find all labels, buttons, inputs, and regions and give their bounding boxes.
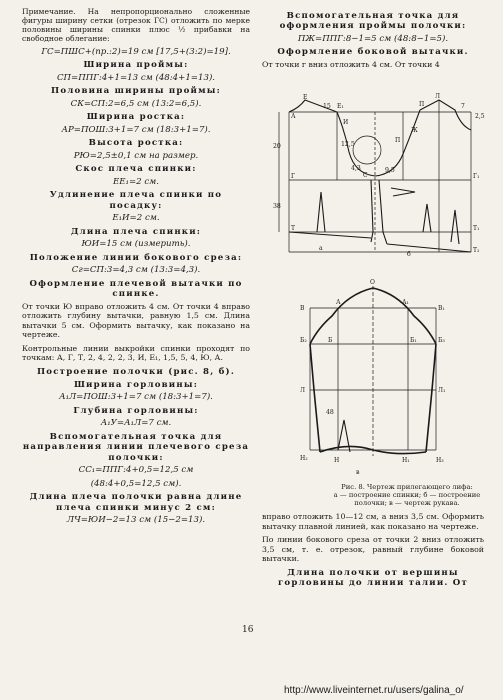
svg-text:Н₁: Н₁ — [402, 457, 410, 464]
svg-text:П: П — [419, 101, 425, 108]
svg-text:Т₁: Т₁ — [473, 225, 480, 232]
svg-text:38: 38 — [273, 203, 281, 210]
svg-text:20: 20 — [273, 143, 281, 150]
paragraph: Контрольные линии выкройки спинки проходят по точкам: А, Г, Т, 2, 4, 2, 2, 3, И, Е₁, 1,5, 5, 4, Ю, А. — [22, 343, 250, 362]
heading: Вспомогательная точка для направления линии плечевого среза полочки: — [22, 431, 250, 463]
heading: Ширина проймы: — [83, 60, 189, 71]
right-column-top — [262, 8, 484, 73]
caption-title: Рис. 8. Чертеж прилегающего лифа: — [341, 483, 473, 491]
heading: Длина плеча спинки: — [70, 226, 202, 237]
svg-text:Л₁: Л₁ — [438, 387, 446, 394]
left-column — [22, 8, 250, 529]
heading: Длина полочки от вершины горловины до линии талии. От — [277, 567, 469, 588]
formula: (48:4+0,5=12,5 см). — [90, 478, 182, 489]
formula: СК=СП:2=6,5 см (13:2=6,5). — [70, 98, 202, 109]
caption-text: а — построение спинки; б — построение полочки; в — чертеж рукава. — [333, 491, 481, 508]
svg-text:Н: Н — [334, 457, 340, 464]
svg-text:15: 15 — [323, 103, 331, 110]
svg-text:П: П — [395, 137, 401, 144]
heading: Оформление боковой вытачки. — [277, 47, 469, 58]
formula: ЮИ=15 см (измерить). — [81, 239, 191, 250]
figure-caption — [322, 483, 492, 507]
svg-text:9,5: 9,5 — [385, 167, 395, 174]
heading: Положение линии бокового среза: — [29, 252, 243, 263]
right-column-bottom — [262, 512, 484, 590]
svg-text:В: В — [300, 305, 305, 312]
svg-text:Б₃: Б₃ — [438, 337, 445, 344]
heading: Половина ширины проймы: — [51, 86, 221, 97]
svg-text:Б: Б — [328, 337, 333, 344]
page-number: 16 — [242, 625, 254, 635]
svg-text:О: О — [370, 279, 375, 286]
svg-text:7: 7 — [461, 103, 465, 110]
bodice-draft-figure — [275, 92, 485, 257]
formula: АР=ПОШ:3+1=7 см (18:3+1=7). — [61, 124, 211, 135]
formula: ЛЧ=ЮИ−2=13 см (15−2=13). — [66, 515, 206, 526]
formula: СС₁=ППГ:4+0,5=12,5 см — [78, 465, 194, 476]
formula: СП=ППГ:4+1=13 см (48:4+1=13). — [56, 72, 216, 83]
paragraph: От точки г вниз отложить 4 см. От точки 4 — [262, 59, 440, 69]
svg-text:б: б — [407, 251, 411, 258]
svg-text:Б₂: Б₂ — [300, 337, 307, 344]
note-paragraph: Примечание. На непропорционально сложенные фигуры ширину сетки (отрезок ГС) отложить по мерке половины ширины спинки плюс ½ прибавки на свободное облегание: — [22, 7, 250, 43]
formula: ЕЕ₁=2 см. — [112, 176, 160, 187]
svg-text:Г₁: Г₁ — [473, 173, 480, 180]
svg-text:Ж: Ж — [411, 127, 418, 134]
formula: Сг=СП:3=4,3 см (13:3=4,3). — [71, 265, 201, 276]
paragraph: От точки Ю вправо отложить 4 см. От точки 4 вправо отложить глубину вытачки, равную 1,5 см. Длина вытачки 5 см. Оформить вытачку, как показано на чертеже. — [22, 301, 250, 339]
heading: Скос плеча спинки: — [75, 164, 197, 175]
formula: ГС=ПШС+(пр.:2)=19 см [17,5+(3:2)=19]. — [41, 46, 231, 57]
svg-text:Т₂: Т₂ — [473, 247, 480, 254]
svg-text:А: А — [336, 299, 341, 306]
svg-text:в: в — [356, 469, 360, 476]
heading: Оформление плечевой вытачки по спинке. — [29, 278, 243, 300]
heading: Вспомогательная точка для оформления проймы полочки: — [279, 11, 467, 32]
source-url: http://www.liveinternet.ru/users/galina_o/ — [284, 685, 464, 696]
svg-text:С: С — [363, 172, 368, 179]
formula: Е₁И=2 см. — [112, 213, 160, 224]
svg-text:48: 48 — [326, 409, 334, 416]
heading: Построение полочки (рис. 8, б). — [36, 366, 236, 377]
svg-text:И: И — [343, 119, 349, 126]
svg-text:12,5: 12,5 — [341, 141, 355, 148]
heading: Ширина горловины: — [73, 379, 199, 390]
svg-text:Н₃: Н₃ — [436, 457, 444, 464]
formula: А₁У=А₁Л=7 см. — [100, 418, 172, 429]
svg-text:2,5: 2,5 — [475, 113, 485, 120]
heading: Высота ростка: — [88, 138, 184, 149]
svg-text:а: а — [319, 245, 323, 252]
paragraph: По линии бокового среза от точки 2 вниз отложить 3,5 см, т. е. отрезок, равный глубине боковой вытачки. — [262, 535, 484, 563]
svg-text:Л: Л — [300, 387, 306, 394]
svg-text:Е: Е — [303, 94, 308, 101]
svg-text:Т: Т — [291, 225, 296, 232]
svg-text:А: А — [291, 113, 296, 120]
svg-text:Е₁: Е₁ — [337, 103, 344, 110]
heading: Ширина ростка: — [86, 112, 186, 123]
svg-text:Б₁: Б₁ — [410, 337, 417, 344]
heading: Глубина горловины: — [73, 405, 199, 416]
formula: А₁Л=ПОШ:3+1=7 см (18:3+1=7). — [59, 392, 213, 403]
formula: ПЖ=ППГ:8−1=5 см (48:8−1=5). — [297, 33, 449, 44]
svg-text:А₁: А₁ — [402, 299, 409, 306]
svg-text:4,3: 4,3 — [351, 165, 361, 172]
formula: РЮ=2,5±0,1 см на размер. — [73, 150, 199, 161]
svg-text:В₁: В₁ — [438, 305, 445, 312]
heading: Длина плеча полочки равна длине плеча спинки минус 2 см: — [29, 492, 243, 513]
paragraph: вправо отложить 10—12 см, а вниз 3,5 см. Оформить вытачку плавной линией, как показано на чертеже. — [262, 512, 484, 531]
heading: Удлинение плеча спинки по посадку: — [49, 190, 223, 211]
svg-text:Л: Л — [435, 93, 441, 100]
svg-text:Г: Г — [291, 173, 295, 180]
svg-text:Н₂: Н₂ — [300, 455, 308, 462]
sleeve-draft-figure — [298, 280, 448, 480]
